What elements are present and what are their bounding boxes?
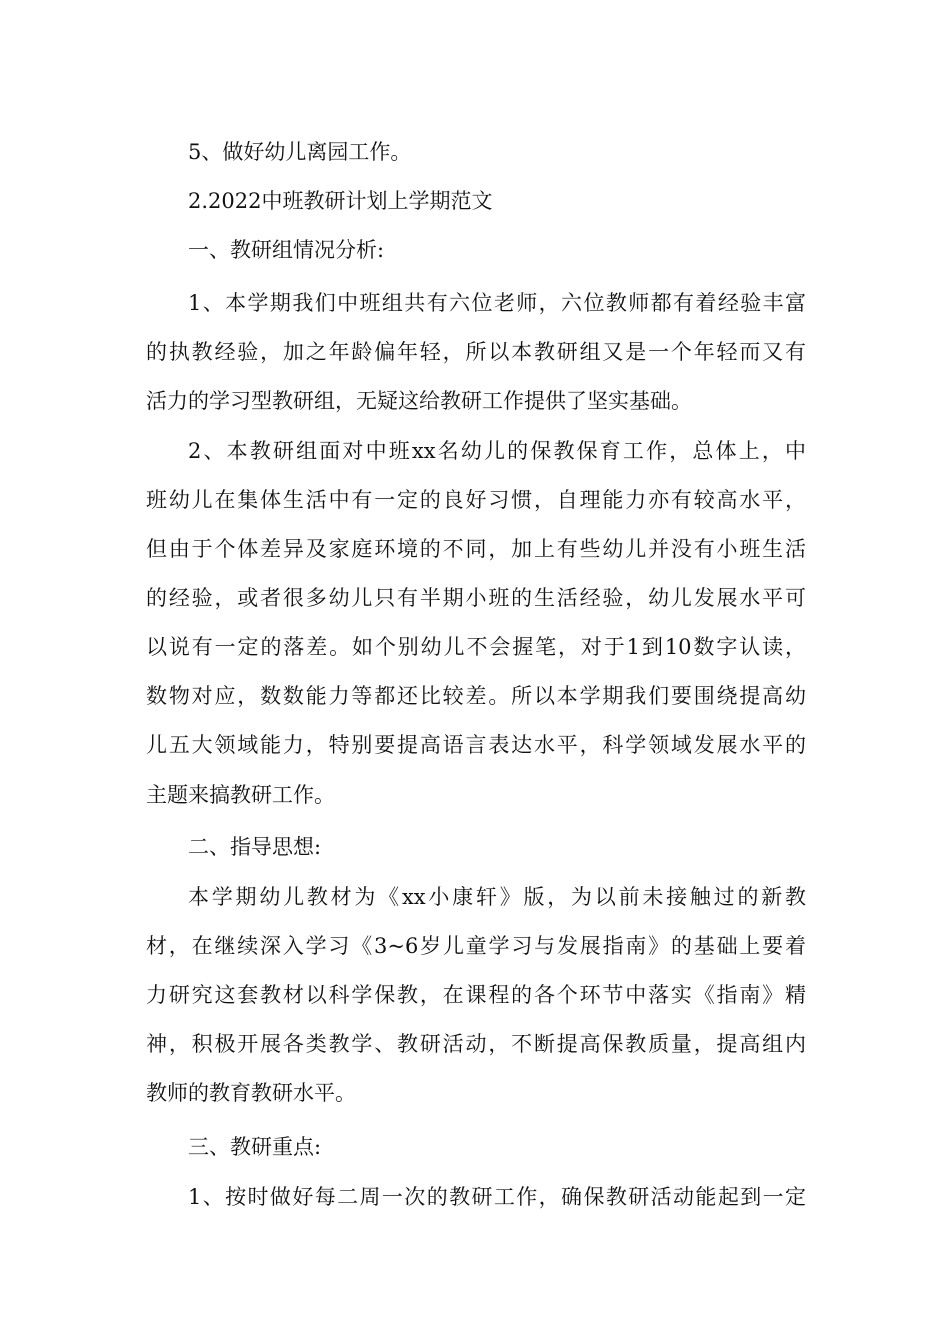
section-title-plan: 2.2022中班教研计划上学期范文 [188, 189, 493, 213]
list-item-leave-work: 5、做好幼儿离园工作。 [188, 140, 412, 164]
heading-guiding-thought: 二、指导思想: [188, 835, 322, 859]
heading-analysis: 一、教研组情况分析: [188, 238, 385, 262]
paragraph-line: 力研究这套教材以科学保教，在课程的各个环节中落实《指南》精 [146, 983, 806, 1007]
paragraph-line: 数物对应，数数能力等都还比较差。所以本学期我们要围绕提高幼 [146, 684, 806, 708]
paragraph-line: 活力的学习型教研组，无疑这给教研工作提供了坚实基础。 [146, 389, 692, 413]
paragraph-line: 2、本教研组面对中班xx名幼儿的保教保育工作，总体上，中 [188, 439, 806, 463]
paragraph-line: 教师的教育教研水平。 [146, 1081, 356, 1105]
paragraph-line: 神，积极开展各类教学、教研活动，不断提高保教质量，提高组内 [146, 1032, 806, 1056]
paragraph-line: 的经验，或者很多幼儿只有半期小班的生活经验，幼儿发展水平可 [146, 586, 806, 610]
paragraph-line: 本学期幼儿教材为《xx小康轩》版，为以前未接触过的新教 [188, 885, 806, 909]
paragraph-line: 以说有一定的落差。如个别幼儿不会握笔，对于1到10数字认读， [146, 635, 806, 659]
paragraph-line: 儿五大领域能力，特别要提高语言表达水平，科学领域发展水平的 [146, 733, 806, 757]
paragraph-line: 的执教经验，加之年龄偏年轻，所以本教研组又是一个年轻而又有 [146, 340, 806, 364]
paragraph-line: 材，在继续深入学习《3~6岁儿童学习与发展指南》的基础上要着 [146, 934, 806, 958]
paragraph-line: 1、本学期我们中班组共有六位老师，六位教师都有着经验丰富 [188, 291, 806, 315]
paragraph-line: 主题来搞教研工作。 [146, 783, 335, 807]
paragraph-line: 1、按时做好每二周一次的教研工作，确保教研活动能起到一定 [188, 1185, 806, 1209]
paragraph-line: 班幼儿在集体生活中有一定的良好习惯，自理能力亦有较高水平， [146, 488, 806, 512]
heading-research-focus: 三、教研重点: [188, 1135, 322, 1159]
paragraph-line: 但由于个体差异及家庭环境的不同，加上有些幼儿并没有小班生活 [146, 537, 806, 561]
